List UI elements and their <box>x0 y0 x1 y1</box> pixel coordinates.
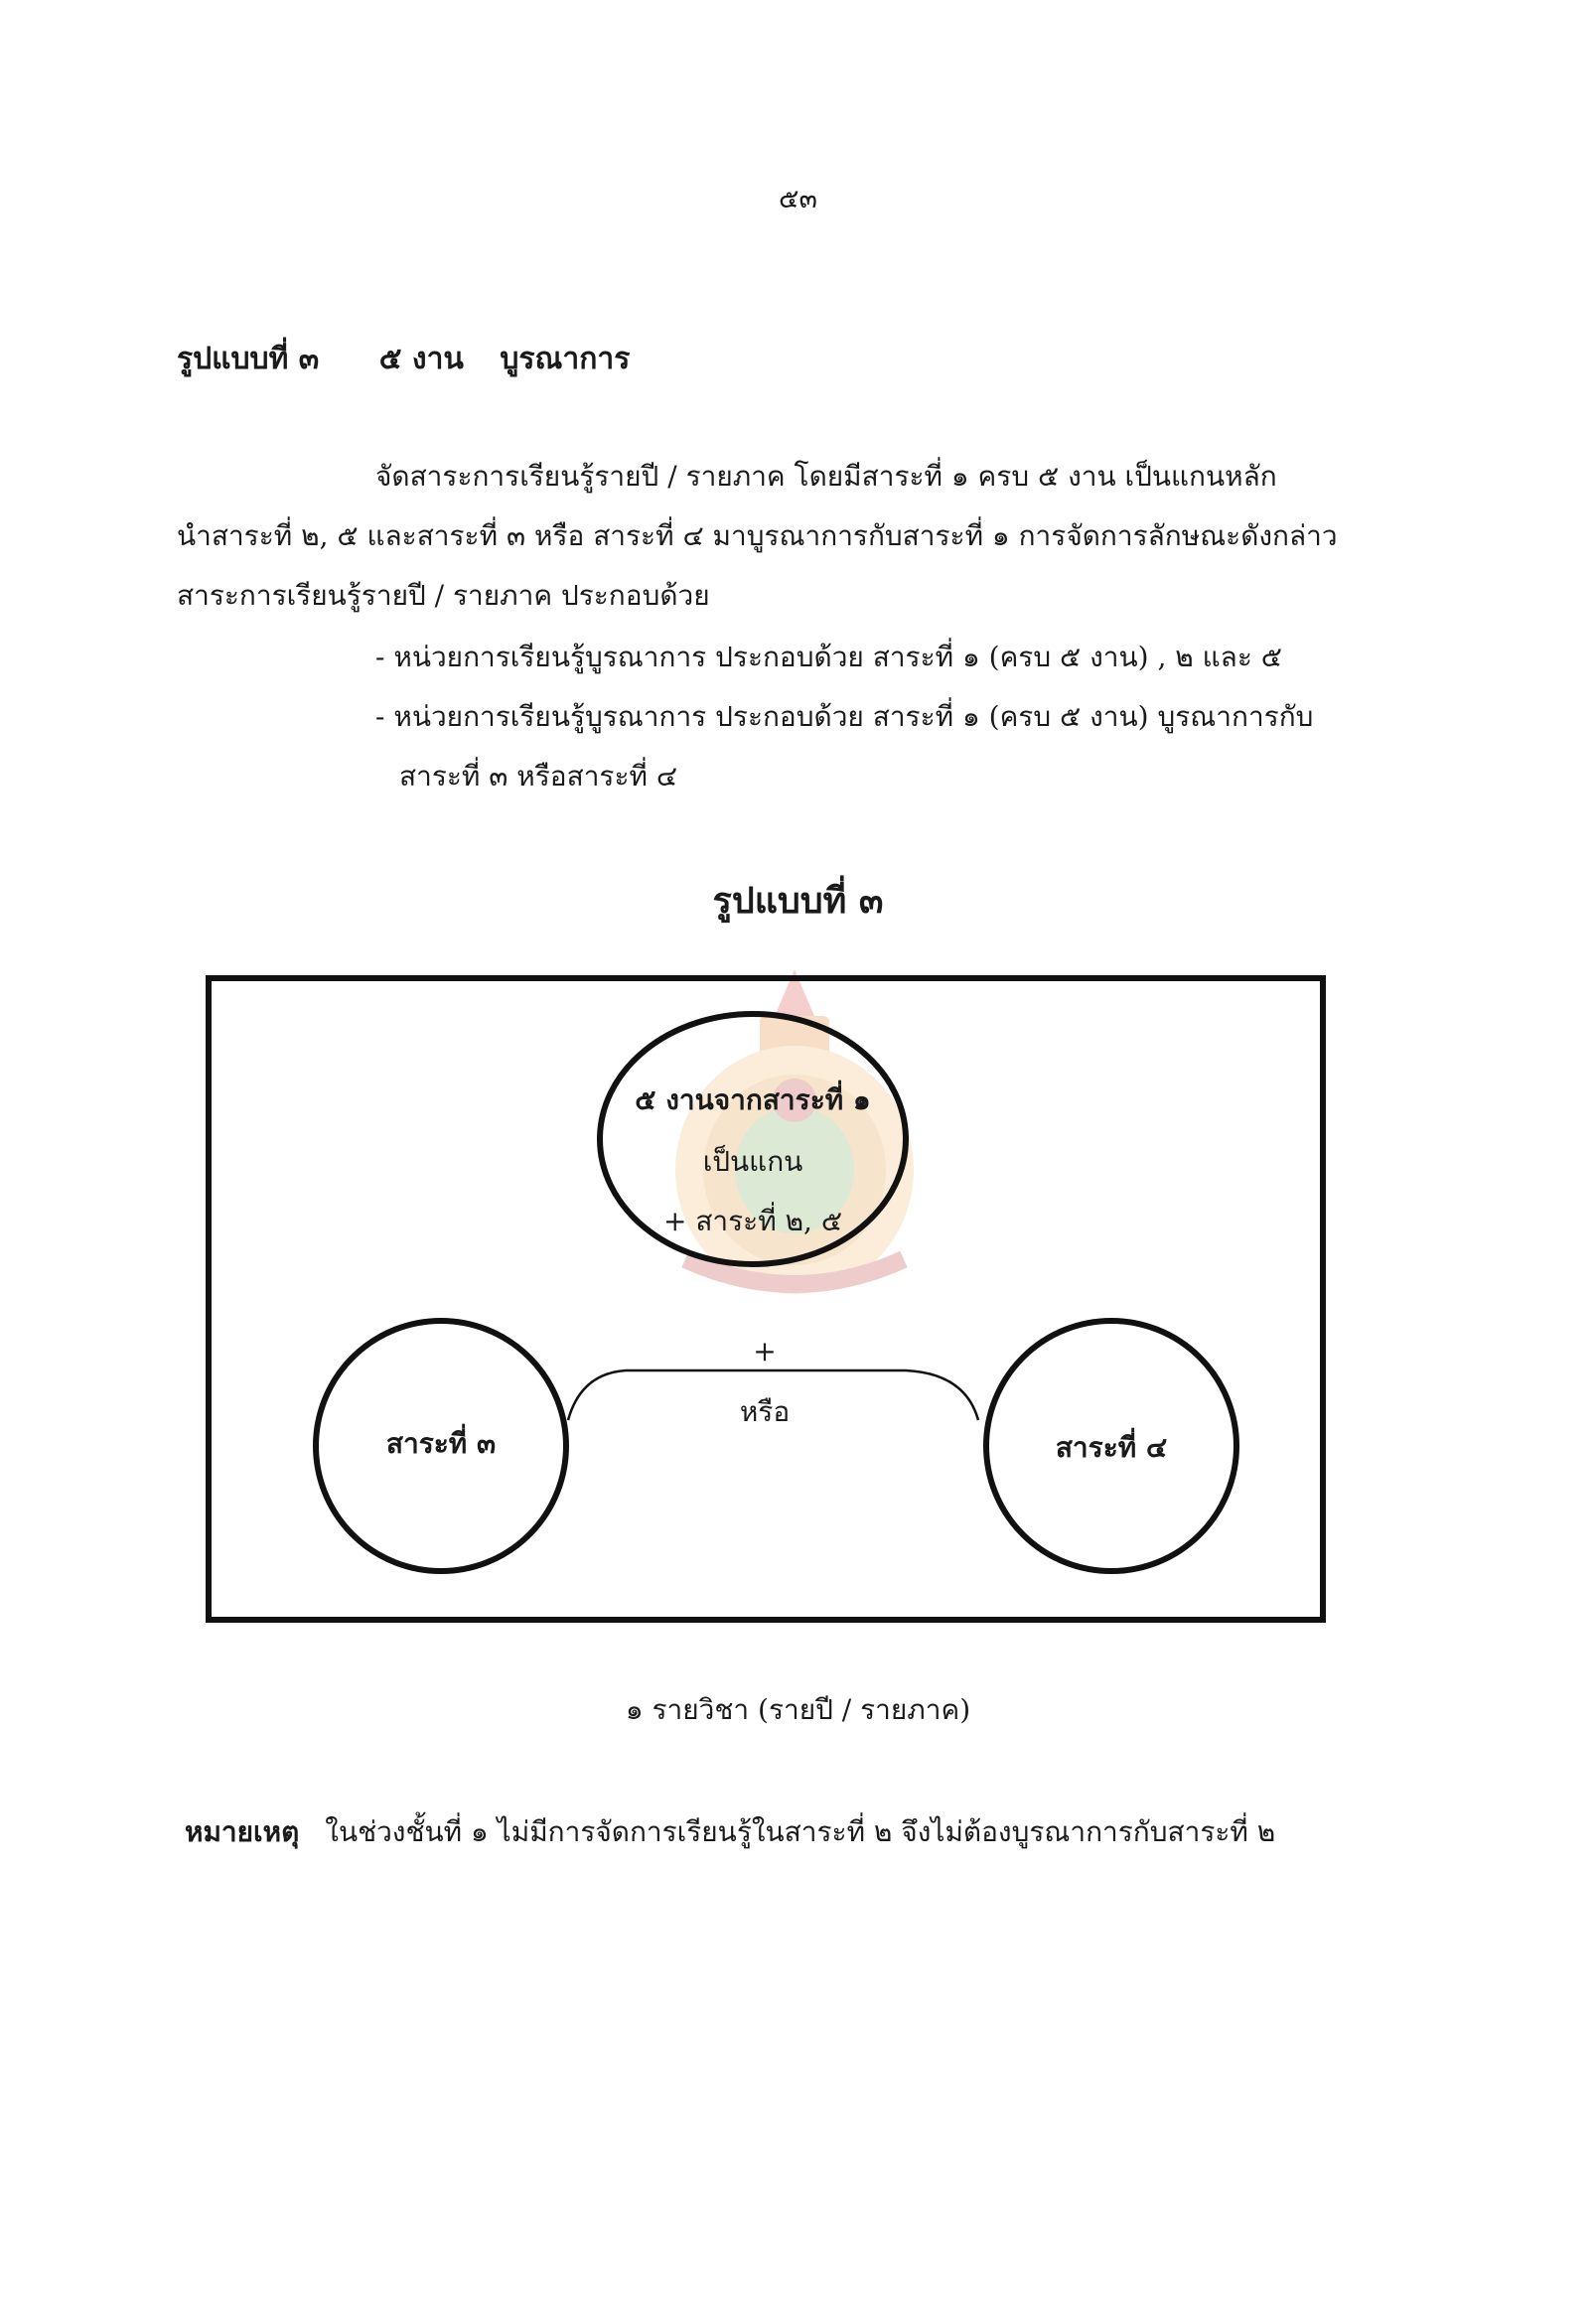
heading-label: รูปแบบที่ ๓ <box>177 342 320 376</box>
body-line-1: จัดสาระการเรียนรู้รายปี / รายภาค โดยมีสาระที่ ๑ ครบ ๕ งาน เป็นแกนหลัก <box>375 460 1277 493</box>
right-circle-label: สาระที่ ๔ <box>1055 1431 1168 1464</box>
note-label: หมายเหตุ <box>185 1815 300 1848</box>
top-circle-line-3: + สาระที่ ๒, ๕ <box>662 1205 843 1237</box>
heading-part-3: บูรณาการ <box>500 342 631 376</box>
bullet-2-continued: สาระที่ ๓ หรือสาระที่ ๔ <box>399 760 678 792</box>
note <box>185 1810 1275 1854</box>
figure-title: รูปแบบที่ ๓ <box>712 880 884 922</box>
page-number: ๕๓ <box>779 184 817 215</box>
note-text: ในช่วงชั้นที่ ๑ ไม่มีการจัดการเรียนรู้ในสาระที่ ๒ จึงไม่ต้องบูรณาการกับสาระที่ ๒ <box>325 1815 1276 1848</box>
figure-caption: ๑ รายวิชา (รายปี / รายภาค) <box>625 1693 971 1726</box>
plus-sign: + <box>753 1335 777 1367</box>
body-line-3: สาระการเรียนรู้รายปี / รายภาค ประกอบด้วย <box>177 579 710 612</box>
left-circle-label: สาระที่ ๓ <box>385 1427 497 1460</box>
bullet-1: - หน่วยการเรียนรู้บูรณาการ ประกอบด้วย สาระที่ ๑ (ครบ ๕ งาน) , ๒ และ ๕ <box>375 641 1282 673</box>
connector-label: หรือ <box>739 1395 791 1428</box>
bullet-2: - หน่วยการเรียนรู้บูรณาการ ประกอบด้วย สาระที่ ๑ (ครบ ๕ งาน) บูรณาการกับ <box>375 700 1314 733</box>
heading-part-2: ๕ งาน <box>378 342 464 376</box>
top-circle-line-2: เป็นแกน <box>702 1145 803 1178</box>
body-line-2: นำสาระที่ ๒, ๕ และสาระที่ ๓ หรือ สาระที่ ๔ มาบูรณาการกับสาระที่ ๑ การจัดการลักษณะดังกล่าว <box>177 519 1338 552</box>
top-circle-line-1: ๕ งานจากสาระที่ ๑ <box>635 1083 871 1116</box>
